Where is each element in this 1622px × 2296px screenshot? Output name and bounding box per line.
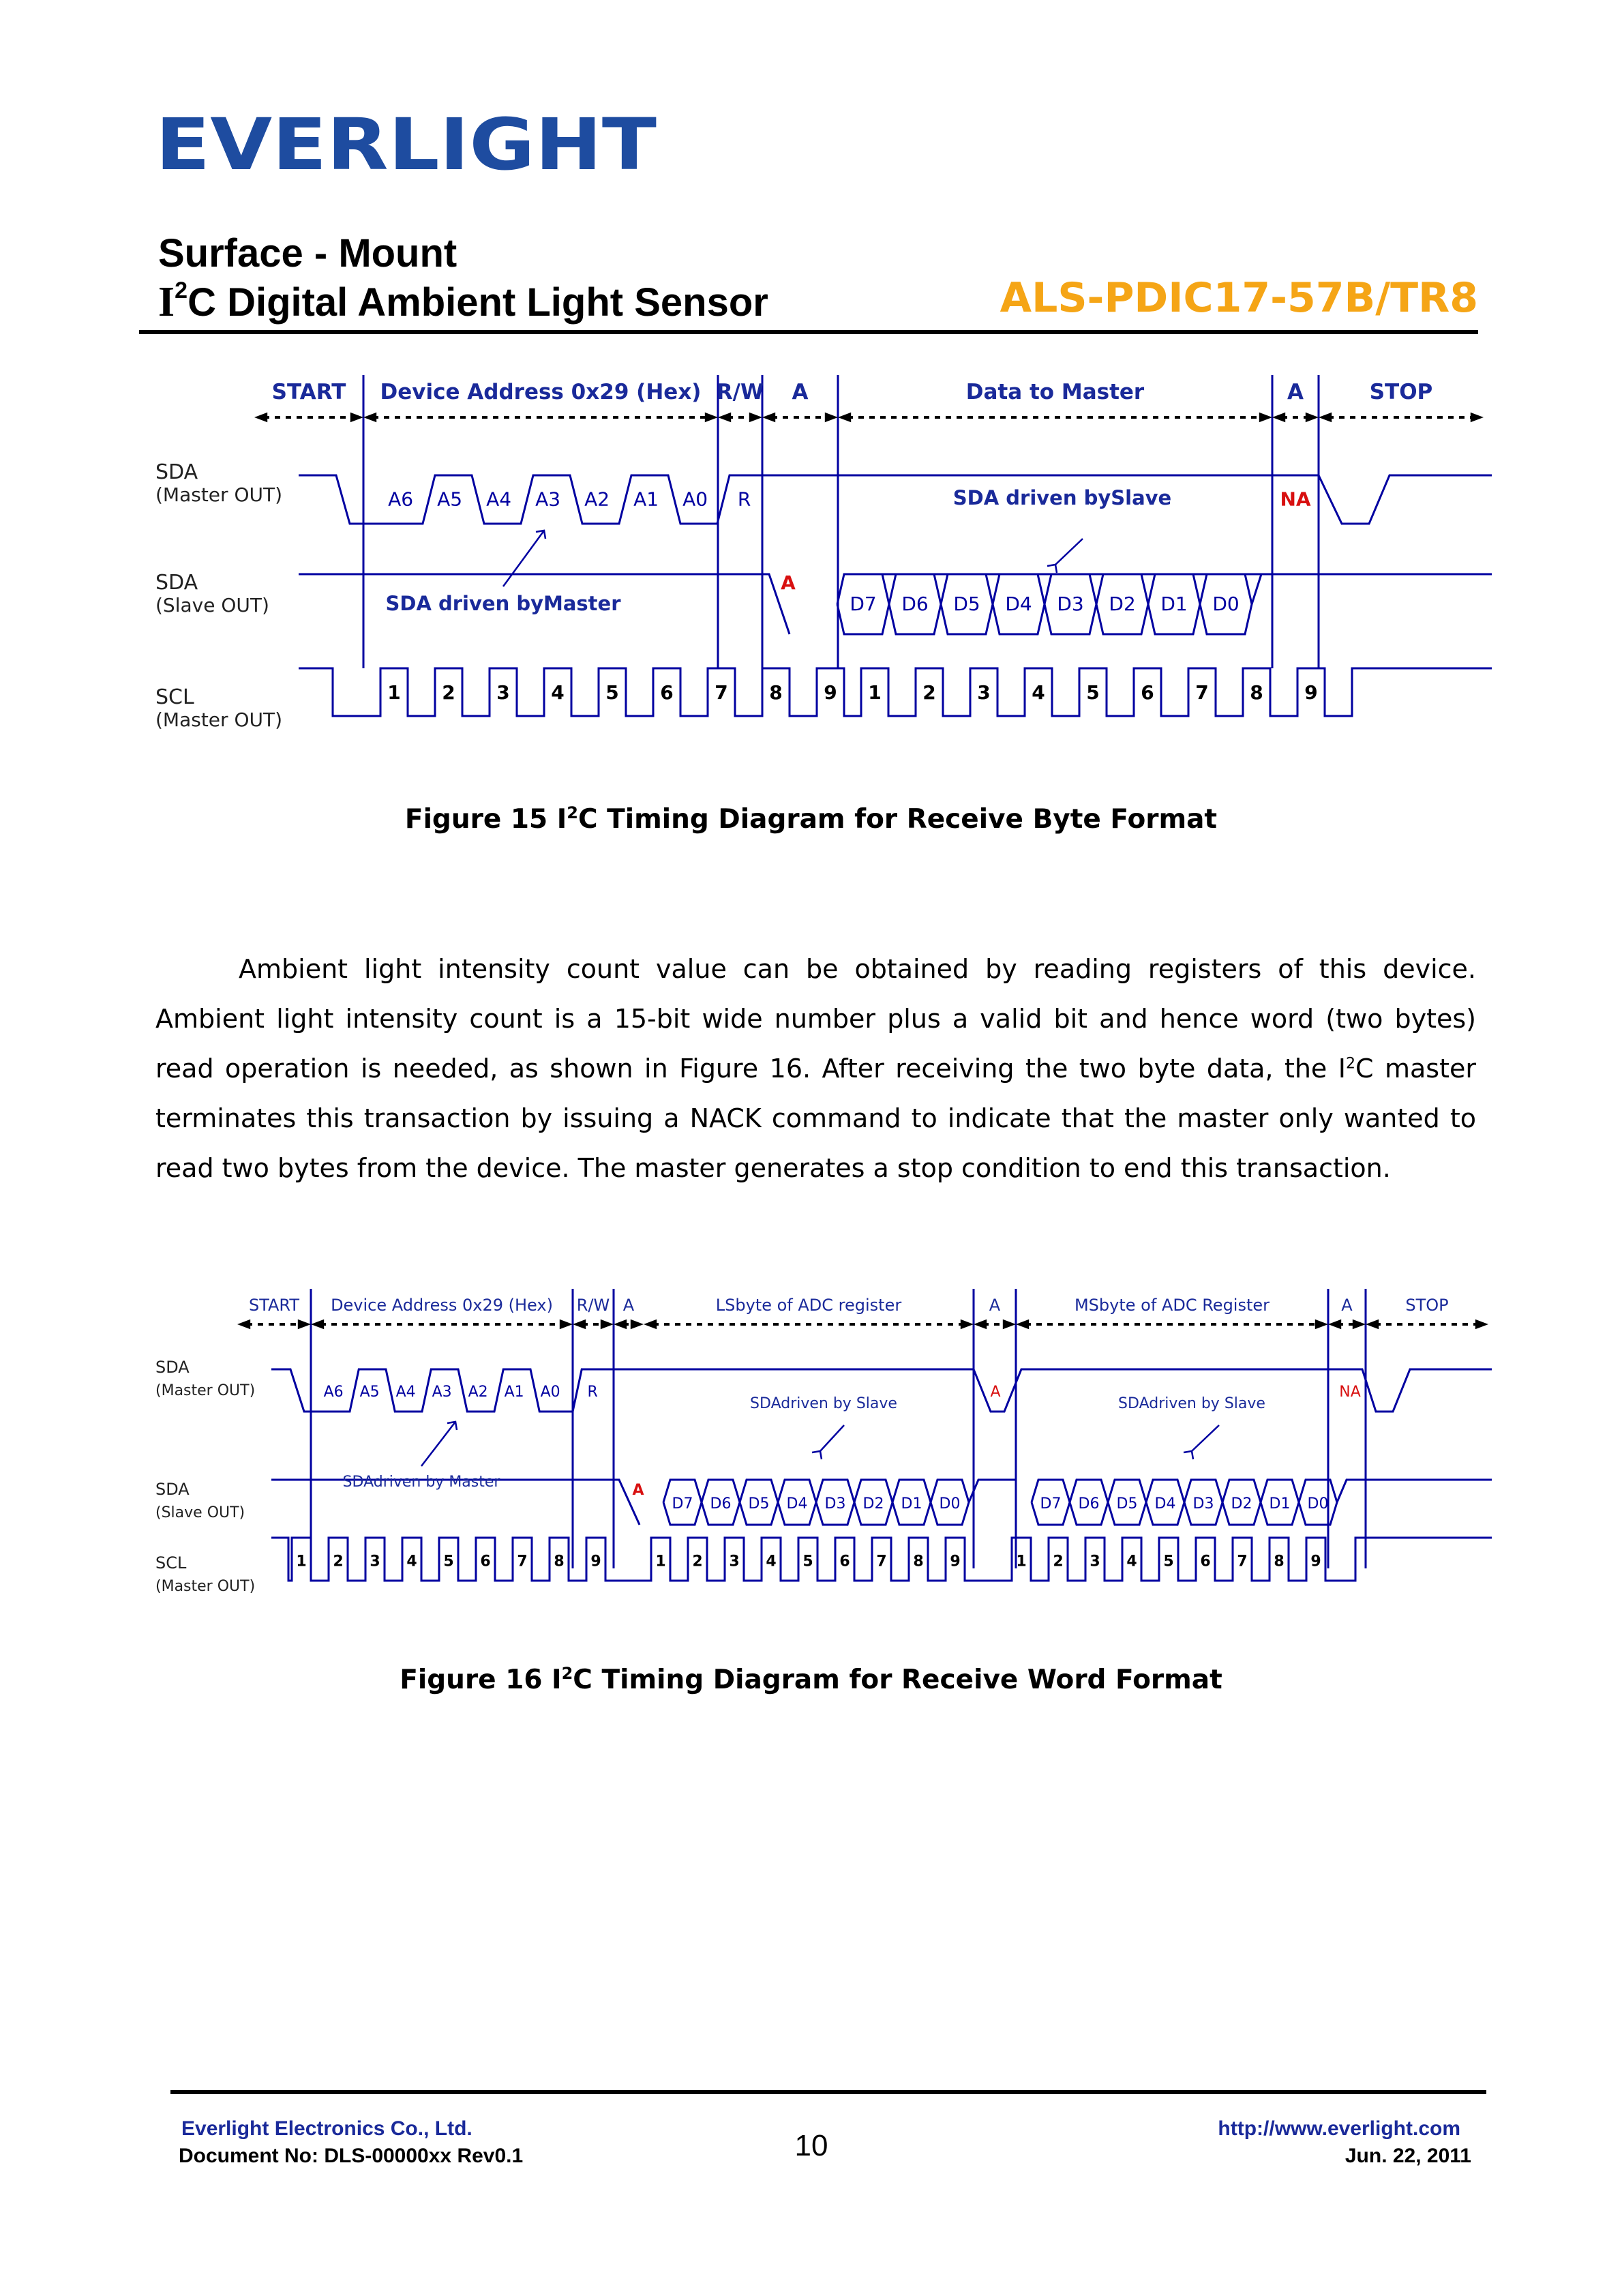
- clock-number: 5: [443, 1553, 454, 1570]
- clock-number: 1: [868, 681, 882, 704]
- phase-arrow-arrow-l: [1016, 1320, 1029, 1329]
- driven-by-slave-note-arrowhead: [1047, 565, 1057, 573]
- footer-url[interactable]: http://www.everlight.com: [1218, 2117, 1460, 2140]
- clock-number: 7: [1195, 681, 1209, 704]
- phase-arrow-arrow-l: [237, 1320, 250, 1329]
- sda-master-label: SDA: [155, 1358, 190, 1377]
- address-bit-label: A1: [504, 1384, 524, 1401]
- clock-number: 8: [1274, 1553, 1285, 1570]
- clock-number: 7: [876, 1553, 887, 1570]
- title-i: I: [158, 279, 175, 325]
- data-bit-label: D7: [1040, 1495, 1062, 1512]
- clock-number: 4: [551, 681, 565, 704]
- fig16-caption-rest: C Timing Diagram for Receive Word Format: [573, 1665, 1222, 1695]
- phase-arrow-arrow-r: [1306, 413, 1319, 422]
- phase-arrow-arrow-l: [363, 413, 376, 422]
- address-bit-label: A3: [535, 488, 561, 511]
- phase-title: STOP: [1369, 380, 1433, 404]
- clock-number: 6: [839, 1553, 850, 1570]
- lsbyte-driven-by-slave-note-arrow: [820, 1425, 844, 1451]
- clock-number: 5: [1163, 1553, 1174, 1570]
- rw-bit-label: R: [587, 1384, 598, 1401]
- data-bit-label: D1: [901, 1495, 922, 1512]
- phase-arrow-arrow-r: [749, 413, 762, 422]
- driven-by-master-note-arrow: [421, 1422, 455, 1466]
- address-bit-label: A1: [633, 488, 659, 511]
- fig16-caption-sup: 2: [561, 1664, 573, 1683]
- doc-title-line2: [158, 278, 768, 327]
- body-text-2: C master terminates this transaction by issuing a NACK command to indicate that the master only wanted to read two bytes from the device. The master generates a stop condition to end this transaction.: [155, 1054, 1476, 1183]
- clock-number: 9: [950, 1553, 961, 1570]
- phase-arrow-arrow-l: [573, 1320, 586, 1329]
- phase-arrow-arrow-r: [1471, 413, 1484, 422]
- clock-number: 6: [660, 681, 674, 704]
- driven-by-master-note: SDAdriven by Master: [342, 1474, 500, 1491]
- clock-number: 6: [1141, 681, 1154, 704]
- phase-arrow-arrow-r: [961, 1320, 974, 1329]
- master-nack-label: NA: [1339, 1384, 1361, 1401]
- phase-title: A: [989, 1296, 1001, 1315]
- scl-label: SCL: [155, 685, 194, 709]
- sda-master-label: SDA: [155, 460, 198, 484]
- clock-number: 6: [480, 1553, 491, 1570]
- clock-number: 9: [590, 1553, 601, 1570]
- page-number: 10: [794, 2129, 828, 2162]
- logo-text: EVERLIGHT: [155, 109, 657, 177]
- slave-ack-label: A: [781, 571, 796, 594]
- phase-arrow-arrow-r: [1475, 1320, 1488, 1329]
- msbyte-driven-by-slave-note-arrowhead: [1184, 1451, 1193, 1459]
- phase-title: START: [271, 380, 346, 404]
- clock-number: 6: [1200, 1553, 1211, 1570]
- clock-number: 1: [387, 681, 401, 704]
- data-bit-label: D6: [710, 1495, 732, 1512]
- master-nack-label: NA: [1280, 488, 1311, 511]
- slave-release: [969, 1480, 1016, 1502]
- sda-master-sublabel: (Master OUT): [155, 483, 283, 506]
- phase-arrow-arrow-r: [1315, 1320, 1328, 1329]
- fig16-caption-prefix: Figure 16 I: [400, 1665, 562, 1695]
- phase-arrow-arrow-l: [762, 413, 775, 422]
- data-bit-label: D4: [1154, 1495, 1176, 1512]
- scl-sublabel: (Master OUT): [155, 709, 283, 730]
- figure-16-caption: [136, 1664, 1486, 1695]
- footer-rule: [170, 2090, 1486, 2094]
- clock-number: 4: [406, 1553, 417, 1570]
- clock-number: 4: [1126, 1553, 1137, 1570]
- driven-by-master-note-arrow: [503, 531, 544, 586]
- driven-by-slave-note-arrow: [1055, 539, 1083, 565]
- clock-number: 3: [977, 681, 991, 704]
- data-bit-label: D6: [901, 593, 929, 615]
- phase-title: Device Address 0x29 (Hex): [331, 1296, 553, 1315]
- clock-number: 8: [554, 1553, 565, 1570]
- footer-date: Jun. 22, 2011: [1345, 2145, 1471, 2167]
- data-bit-label: D7: [850, 593, 877, 615]
- address-bit-label: A2: [468, 1384, 488, 1401]
- phase-title: R/W: [716, 380, 764, 404]
- msbyte-driven-by-slave-note: SDAdriven by Slave: [1118, 1395, 1265, 1412]
- phase-arrow-arrow-l: [974, 1320, 987, 1329]
- phase-arrow-arrow-l: [614, 1320, 627, 1329]
- clock-number: 8: [769, 681, 783, 704]
- scl-label: SCL: [155, 1553, 187, 1572]
- data-bit-label: D3: [1057, 593, 1084, 615]
- data-bit-label: D0: [939, 1495, 961, 1512]
- address-bit-label: A5: [437, 488, 463, 511]
- phase-arrow-arrow-r: [631, 1320, 644, 1329]
- title-rest: C Digital Ambient Light Sensor: [187, 280, 768, 325]
- phase-title: R/W: [576, 1296, 610, 1315]
- footer-company: Everlight Electronics Co., Ltd.: [181, 2117, 472, 2140]
- clock-number: 7: [517, 1553, 528, 1570]
- sda-slave-label: SDA: [155, 1480, 190, 1499]
- clock-number: 7: [1237, 1553, 1248, 1570]
- phase-arrow-arrow-l: [1319, 413, 1332, 422]
- driven-by-slave-note: SDA driven bySlave: [952, 486, 1172, 509]
- slave-release: [1337, 1480, 1352, 1502]
- clock-number: 4: [766, 1553, 777, 1570]
- doc-title-line1: Surface - Mount: [158, 231, 457, 275]
- phase-arrow-arrow-r: [825, 413, 838, 422]
- address-bit-label: A4: [486, 488, 512, 511]
- data-bit-label: D3: [824, 1495, 846, 1512]
- phase-arrow-arrow-l: [1366, 1320, 1379, 1329]
- clock-number: 2: [333, 1553, 344, 1570]
- header-rule: [139, 330, 1478, 334]
- phase-title: STOP: [1405, 1296, 1449, 1315]
- phase-arrow-arrow-r: [601, 1320, 614, 1329]
- phase-title: A: [792, 380, 809, 404]
- phase-title: MSbyte of ADC Register: [1074, 1296, 1270, 1315]
- fig15-caption-prefix: Figure 15 I: [404, 804, 567, 835]
- data-bit-label: D3: [1192, 1495, 1214, 1512]
- sda-slave-sublabel: (Slave OUT): [155, 1504, 245, 1521]
- address-bit-label: A6: [388, 488, 414, 511]
- phase-arrow-arrow-l: [254, 413, 267, 422]
- address-bit-label: A5: [359, 1384, 380, 1401]
- data-bit-label: D6: [1078, 1495, 1100, 1512]
- master-ack-label: A: [990, 1384, 1001, 1401]
- clock-number: 9: [1304, 681, 1318, 704]
- data-bit-label: D2: [1109, 593, 1136, 615]
- msbyte-driven-by-slave-note-arrow: [1192, 1425, 1219, 1451]
- clock-number: 2: [922, 681, 936, 704]
- address-bit-label: A4: [395, 1384, 416, 1401]
- phase-arrow-arrow-l: [838, 413, 851, 422]
- sda-slave-label: SDA: [155, 571, 198, 595]
- footer-doc-no: Document No: DLS-00000xx Rev0.1: [179, 2145, 524, 2167]
- data-bit-label: D0: [1212, 593, 1240, 615]
- clock-number: 2: [1053, 1553, 1064, 1570]
- clock-number: 8: [913, 1553, 924, 1570]
- clock-number: 9: [1310, 1553, 1321, 1570]
- data-bit-label: D1: [1160, 593, 1188, 615]
- data-bit-label: D7: [672, 1495, 693, 1512]
- body-sup: 2: [1345, 1055, 1355, 1073]
- figure-15-caption: [136, 803, 1486, 835]
- phase-title: A: [622, 1296, 635, 1315]
- sda-master-sublabel: (Master OUT): [155, 1382, 256, 1399]
- title-sup: 2: [175, 277, 188, 303]
- clock-number: 3: [496, 681, 510, 704]
- phase-title: START: [248, 1296, 300, 1315]
- clock-number: 8: [1250, 681, 1263, 704]
- body-text-1: Ambient light intensity count value can be obtained by reading registers of this device. Ambient light intensity count is a 15-bit wide number plus a valid bit and hence word (two bytes) read operation is needed, as shown in Figure 16. After receiving the two byte data, the I: [155, 954, 1476, 1084]
- clock-number: 2: [442, 681, 455, 704]
- address-bit-label: A6: [323, 1384, 344, 1401]
- phase-arrow-arrow-r: [560, 1320, 573, 1329]
- phase-title: A: [1287, 380, 1304, 404]
- phase-arrow-arrow-r: [1259, 413, 1272, 422]
- data-bit-label: D5: [953, 593, 980, 615]
- clock-number: 3: [1090, 1553, 1100, 1570]
- phase-arrow-arrow-r: [350, 413, 363, 422]
- clock-number: 4: [1032, 681, 1045, 704]
- timing-diagram-receive-word: [155, 1282, 1492, 1596]
- clock-number: 5: [1086, 681, 1100, 704]
- clock-number: 1: [655, 1553, 666, 1570]
- address-bit-label: A2: [584, 488, 610, 511]
- clock-number: 5: [605, 681, 619, 704]
- data-bit-label: D2: [1231, 1495, 1252, 1512]
- clock-number: 1: [296, 1553, 307, 1570]
- phase-arrow-arrow-r: [1353, 1320, 1366, 1329]
- part-number: ALS-PDIC17-57B/TR8: [1000, 274, 1478, 322]
- phase-arrow-arrow-l: [718, 413, 731, 422]
- clock-number: 3: [729, 1553, 740, 1570]
- rw-bit-label: R: [737, 488, 751, 511]
- everlight-logo: [155, 109, 657, 177]
- phase-arrow-arrow-r: [298, 1320, 311, 1329]
- data-bit-label: D1: [1269, 1495, 1291, 1512]
- driven-by-master-note: SDA driven byMaster: [385, 592, 621, 615]
- fig15-caption-sup: 2: [567, 803, 578, 822]
- data-bit-label: D5: [1116, 1495, 1138, 1512]
- address-bit-label: A3: [432, 1384, 452, 1401]
- phase-arrow-arrow-l: [644, 1320, 657, 1329]
- phase-arrow-arrow-l: [1272, 413, 1285, 422]
- phase-title: Device Address 0x29 (Hex): [380, 380, 702, 404]
- clock-number: 5: [802, 1553, 813, 1570]
- clock-number: 3: [370, 1553, 380, 1570]
- data-bit-label: D2: [862, 1495, 884, 1512]
- data-bit-label: D0: [1307, 1495, 1329, 1512]
- data-bit-label: D4: [1005, 593, 1032, 615]
- timing-diagram-receive-byte: [155, 368, 1492, 730]
- scl-sublabel: (Master OUT): [155, 1578, 256, 1595]
- body-paragraph: [155, 944, 1476, 1193]
- phase-title: LSbyte of ADC register: [715, 1296, 902, 1315]
- clock-number: 9: [824, 681, 837, 704]
- lsbyte-driven-by-slave-note: SDAdriven by Slave: [750, 1395, 897, 1412]
- slave-ack-label: A: [632, 1482, 644, 1499]
- sda-slave-sublabel: (Slave OUT): [155, 594, 269, 616]
- fig15-caption-rest: C Timing Diagram for Receive Byte Format: [577, 804, 1218, 835]
- clock-number: 7: [715, 681, 728, 704]
- phase-title: A: [1341, 1296, 1353, 1315]
- data-bit-label: D5: [748, 1495, 770, 1512]
- lsbyte-driven-by-slave-note-arrowhead: [812, 1451, 822, 1459]
- clock-number: 2: [692, 1553, 703, 1570]
- phase-arrow-arrow-l: [1328, 1320, 1341, 1329]
- address-bit-label: A0: [540, 1384, 560, 1401]
- data-bit-label: D4: [786, 1495, 808, 1512]
- phase-arrow-arrow-l: [311, 1320, 324, 1329]
- address-bit-label: A0: [682, 488, 708, 511]
- phase-arrow-arrow-r: [705, 413, 718, 422]
- phase-title: Data to Master: [965, 380, 1145, 404]
- clock-number: 1: [1016, 1553, 1027, 1570]
- phase-arrow-arrow-r: [1003, 1320, 1016, 1329]
